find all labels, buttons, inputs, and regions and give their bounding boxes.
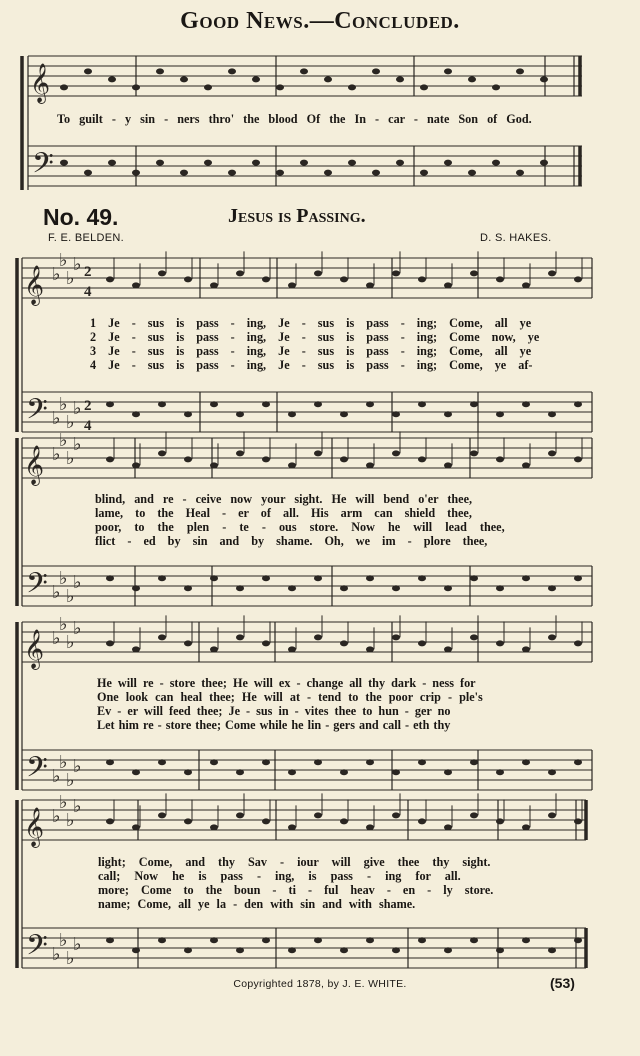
system-3-bass-note xyxy=(392,769,400,775)
system-4-bass-flat: ♭ xyxy=(73,934,82,955)
system-3-bass-note xyxy=(106,759,114,765)
system-2-verse-2: lame, to the Heal - er of all. His arm can shield thee, xyxy=(95,506,472,520)
system-4-bass-note xyxy=(236,947,244,953)
system-2-treble-note xyxy=(366,462,374,468)
system-3-bass-note xyxy=(496,769,504,775)
system-3-bass-note xyxy=(262,759,270,765)
system-3-bass-note xyxy=(548,769,556,775)
system-4-treble-note xyxy=(288,824,296,830)
system-4-bass-note xyxy=(210,937,218,943)
system-1-verse-1: 1 Je - sus is pass - ing, Je - sus is pass - ing; Come, all ye xyxy=(90,316,532,330)
system-1-bass-note xyxy=(444,411,452,417)
system-3-bass-note xyxy=(574,759,582,765)
good-news-bass-note xyxy=(108,160,116,166)
system-1-bass-note xyxy=(418,401,426,407)
system-4-bass-clef: 𝄢 xyxy=(26,929,48,969)
system-2-treble-flat: ♭ xyxy=(73,434,82,455)
good-news-treble-note xyxy=(468,76,476,82)
system-4-bass-note xyxy=(288,947,296,953)
system-1-treble-note xyxy=(522,282,530,288)
system-3-treble-note xyxy=(262,640,270,646)
system-4-treble-note xyxy=(418,818,426,824)
good-news-bass-note xyxy=(204,160,212,166)
system-1-bass-note xyxy=(366,401,374,407)
system-1-bass-note xyxy=(574,401,582,407)
system-3-verse-1: He will re - store thee; He will ex - change all thy dark - ness for xyxy=(97,676,476,690)
good-news-treble-note xyxy=(108,76,116,82)
system-4-treble-note xyxy=(470,812,478,818)
good-news-treble-note xyxy=(540,76,548,82)
system-2-bass-note xyxy=(262,575,270,581)
system-4-treble-flat: ♭ xyxy=(73,796,82,817)
good-news-bass-note xyxy=(492,160,500,166)
system-1-bass-time-bottom: 4 xyxy=(84,418,92,434)
system-4-treble-flat: ♭ xyxy=(66,810,75,831)
system-1-treble-note xyxy=(444,282,452,288)
system-1-treble-clef: 𝄞 xyxy=(24,265,45,305)
system-4-bass-note xyxy=(158,937,166,943)
system-2-bass-note xyxy=(470,575,478,581)
system-3-treble-note xyxy=(210,646,218,652)
system-4-bass-note xyxy=(392,947,400,953)
system-1-treble-note xyxy=(184,276,192,282)
system-3-bass-flat: ♭ xyxy=(52,766,61,787)
svg-text:𝄞: 𝄞 xyxy=(30,63,51,103)
system-4-bass-note xyxy=(366,937,374,943)
system-3-treble-note xyxy=(132,646,140,652)
system-2-treble-note xyxy=(132,462,140,468)
system-4-treble-note xyxy=(236,812,244,818)
system-3-bass-note xyxy=(132,769,140,775)
system-1-bass-note xyxy=(392,411,400,417)
system-4-treble-note xyxy=(106,818,114,824)
system-3-treble-note xyxy=(574,640,582,646)
system-1-treble-note xyxy=(366,282,374,288)
system-1-bass-note xyxy=(314,401,322,407)
system-4-treble-note xyxy=(392,812,400,818)
system-2-verse-4: flict - ed by sin and by shame. Oh, we im - plore thee, xyxy=(95,534,488,548)
system-3-treble-note xyxy=(548,634,556,640)
system-1-verse-4: 4 Je - sus is pass - ing, Je - sus is pass - ing; Come, ye af- xyxy=(90,358,533,372)
system-1-bass-note xyxy=(470,401,478,407)
system-3-bass-note xyxy=(340,769,348,775)
system-2-treble-note xyxy=(210,462,218,468)
system-2-treble-flat: ♭ xyxy=(52,444,61,465)
system-2-bass-note xyxy=(574,575,582,581)
good-news-treble-note xyxy=(276,84,284,90)
system-1-bass-flat: ♭ xyxy=(59,394,68,415)
system-4-treble-flat: ♭ xyxy=(52,806,61,827)
system-3-treble-note xyxy=(418,640,426,646)
system-4-bass-note xyxy=(132,947,140,953)
system-4-treble-note xyxy=(158,812,166,818)
system-2-bass-flat: ♭ xyxy=(73,572,82,593)
system-4-bass-note xyxy=(340,947,348,953)
good-news-lyric-line: To guilt - y sin - ners thro' the blood Of the In - car - nate Son of God. xyxy=(57,112,532,126)
system-2-treble-clef: 𝄞 xyxy=(24,445,45,485)
system-3-treble-note xyxy=(236,634,244,640)
hymn-title: Jesus is Passing. xyxy=(228,205,366,227)
system-3-bass-note xyxy=(366,759,374,765)
good-news-treble-note xyxy=(156,68,164,74)
system-1-treble-note xyxy=(470,270,478,276)
system-3-verse-4: Let him re - store thee; Come while he lin - gers and call - eth thy xyxy=(97,718,451,732)
good-news-bass-note xyxy=(372,170,380,176)
system-2-bass-note xyxy=(132,585,140,591)
system-2-treble-note xyxy=(184,456,192,462)
system-3-bass-flat: ♭ xyxy=(73,756,82,777)
system-3-treble-note xyxy=(314,634,322,640)
system-2-bass-note xyxy=(340,585,348,591)
system-1-treble-note xyxy=(106,276,114,282)
system-4-treble-note xyxy=(522,824,530,830)
system-3-treble-note xyxy=(444,646,452,652)
system-2-bass-flat: ♭ xyxy=(52,582,61,603)
system-4-treble-flat: ♭ xyxy=(59,792,68,813)
svg-text:𝄢: 𝄢 xyxy=(32,147,54,187)
system-3-bass-note xyxy=(210,759,218,765)
system-4-treble-note xyxy=(444,824,452,830)
system-1-treble-note xyxy=(262,276,270,282)
system-2-bass-flat: ♭ xyxy=(66,586,75,607)
good-news-treble-note xyxy=(492,84,500,90)
system-3-treble-note xyxy=(522,646,530,652)
good-news-treble-note xyxy=(252,76,260,82)
system-2-treble-note xyxy=(548,450,556,456)
system-1-bass-flat: ♭ xyxy=(66,412,75,433)
music-credit: D. S. HAKES. xyxy=(480,232,552,244)
system-3-bass-note xyxy=(522,759,530,765)
system-2-bass-note xyxy=(548,585,556,591)
system-1-bass-note xyxy=(106,401,114,407)
good-news-bass-note xyxy=(468,170,476,176)
system-3-treble-note xyxy=(158,634,166,640)
good-news-bass-note xyxy=(420,170,428,176)
good-news-bass-note xyxy=(348,160,356,166)
system-1-treble-note xyxy=(574,276,582,282)
system-1-bass-note xyxy=(262,401,270,407)
system-4-bass-note xyxy=(314,937,322,943)
good-news-treble-note xyxy=(180,76,188,82)
system-1-bass-note xyxy=(236,411,244,417)
system-4-treble-note xyxy=(210,824,218,830)
system-1-bass-note xyxy=(158,401,166,407)
system-1-bass-note xyxy=(496,411,504,417)
system-4-bass-note xyxy=(496,947,504,953)
system-2-bass-note xyxy=(366,575,374,581)
system-4-treble-note xyxy=(132,824,140,830)
system-2-treble-note xyxy=(496,456,504,462)
system-4-bass-note xyxy=(574,937,582,943)
system-4-bass-note xyxy=(444,947,452,953)
good-news-treble-note xyxy=(516,68,524,74)
system-1-treble-flat: ♭ xyxy=(52,264,61,285)
system-1-treble-note xyxy=(288,282,296,288)
system-4-treble-note xyxy=(574,818,582,824)
system-3-treble-note xyxy=(340,640,348,646)
system-2-treble-note xyxy=(158,450,166,456)
system-4-bass-note xyxy=(470,937,478,943)
system-3-treble-flat: ♭ xyxy=(59,614,68,635)
system-4-verse-1: light; Come, and thy Sav - iour will give thee thy sight. xyxy=(98,855,491,869)
continuation-title: Good News.—Concluded. xyxy=(180,8,460,34)
system-1-bass-note xyxy=(184,411,192,417)
system-3-verse-3: Ev - er will feed thee; Je - sus in - vites thee to hun - ger no xyxy=(97,704,451,718)
system-4-bass-note xyxy=(522,937,530,943)
system-4-bass-flat: ♭ xyxy=(52,944,61,965)
system-1-treble-note xyxy=(236,270,244,276)
system-1-bass-note xyxy=(340,411,348,417)
system-3-bass-flat: ♭ xyxy=(66,770,75,791)
system-2-treble-note xyxy=(236,450,244,456)
system-1-treble-note xyxy=(314,270,322,276)
good-news-treble-note xyxy=(444,68,452,74)
system-2-bass-clef: 𝄢 xyxy=(26,567,48,607)
system-4-treble-note xyxy=(184,818,192,824)
system-2-bass-note xyxy=(444,585,452,591)
system-2-treble-note xyxy=(314,450,322,456)
system-4-bass-note xyxy=(418,937,426,943)
system-3-treble-note xyxy=(184,640,192,646)
system-1-treble-time-bottom: 4 xyxy=(84,284,92,300)
good-news-bass-note xyxy=(228,170,236,176)
system-1-treble-flat: ♭ xyxy=(59,250,68,271)
system-4-treble-note xyxy=(496,818,504,824)
good-news-bass-note xyxy=(276,170,284,176)
system-1-treble-note xyxy=(392,270,400,276)
system-3-bass-note xyxy=(314,759,322,765)
system-3-treble-note xyxy=(392,634,400,640)
system-2-bass-note xyxy=(418,575,426,581)
system-2-bass-note xyxy=(522,575,530,581)
system-2-treble-note xyxy=(470,450,478,456)
system-3-bass-note xyxy=(444,769,452,775)
system-1-bass-note xyxy=(288,411,296,417)
footer-copyright: Copyrighted 1878, by J. E. WHITE. xyxy=(233,978,407,990)
system-4-bass-flat: ♭ xyxy=(59,930,68,951)
system-2-treble-note xyxy=(262,456,270,462)
system-2-bass-note xyxy=(158,575,166,581)
system-1-treble-note xyxy=(548,270,556,276)
system-3-treble-note xyxy=(288,646,296,652)
system-4-treble-note xyxy=(340,818,348,824)
system-2-verse-3: poor, to the plen - te - ous store. Now he will lead thee, xyxy=(95,520,505,534)
system-3-treble-note xyxy=(496,640,504,646)
system-1-bass-time-top: 2 xyxy=(84,398,92,414)
system-2-treble-note xyxy=(444,462,452,468)
system-4-bass-note xyxy=(184,947,192,953)
system-1-bass-note xyxy=(132,411,140,417)
good-news-treble-note xyxy=(348,84,356,90)
system-3-bass-note xyxy=(158,759,166,765)
system-2-bass-flat: ♭ xyxy=(59,568,68,589)
system-2-treble-note xyxy=(340,456,348,462)
system-3-treble-note xyxy=(366,646,374,652)
system-3-treble-note xyxy=(106,640,114,646)
system-1-treble-note xyxy=(210,282,218,288)
good-news-bass-note xyxy=(324,170,332,176)
good-news-treble-note xyxy=(228,68,236,74)
words-credit: F. E. BELDEN. xyxy=(48,232,125,244)
system-4-treble-clef: 𝄞 xyxy=(24,807,45,847)
system-2-treble-flat: ♭ xyxy=(59,430,68,451)
system-2-treble-note xyxy=(522,462,530,468)
good-news-bass-note xyxy=(180,170,188,176)
system-4-treble-note xyxy=(366,824,374,830)
system-1-treble-time-top: 2 xyxy=(84,264,92,280)
system-3-bass-note xyxy=(184,769,192,775)
system-2-treble-note xyxy=(392,450,400,456)
system-3-treble-flat: ♭ xyxy=(66,632,75,653)
system-2-bass-note xyxy=(236,585,244,591)
good-news-treble-note xyxy=(300,68,308,74)
system-2-bass-note xyxy=(392,585,400,591)
good-news-treble-note xyxy=(60,84,68,90)
system-2-treble-note xyxy=(574,456,582,462)
system-1-treble-note xyxy=(132,282,140,288)
system-1-treble-note xyxy=(340,276,348,282)
system-3-bass-note xyxy=(418,759,426,765)
system-4-bass-flat: ♭ xyxy=(66,948,75,969)
good-news-treble-note xyxy=(372,68,380,74)
good-news-bass-note xyxy=(84,170,92,176)
system-3-bass-note xyxy=(288,769,296,775)
system-2-treble-note xyxy=(288,462,296,468)
system-1-bass-note xyxy=(522,401,530,407)
system-4-bass-note xyxy=(262,937,270,943)
system-1-treble-flat: ♭ xyxy=(66,268,75,289)
system-2-bass-note xyxy=(314,575,322,581)
system-3-treble-flat: ♭ xyxy=(73,618,82,639)
good-news-bass-note xyxy=(156,160,164,166)
system-1-verse-3: 3 Je - sus is pass - ing, Je - sus is pass - ing; Come, all ye xyxy=(90,344,532,358)
good-news-bass-note xyxy=(252,160,260,166)
system-3-bass-clef: 𝄢 xyxy=(26,751,48,791)
good-news-treble-note xyxy=(396,76,404,82)
system-1-treble-note xyxy=(158,270,166,276)
good-news-treble-note xyxy=(132,84,140,90)
system-2-bass-note xyxy=(184,585,192,591)
good-news-bass-note xyxy=(540,160,548,166)
system-2-treble-note xyxy=(418,456,426,462)
system-2-bass-note xyxy=(210,575,218,581)
system-1-treble-flat: ♭ xyxy=(73,254,82,275)
system-3-treble-flat: ♭ xyxy=(52,628,61,649)
system-3-verse-2: One look can heal thee; He will at - tend to the poor crip - ple's xyxy=(97,690,483,704)
good-news-bass-note xyxy=(132,170,140,176)
system-4-verse-4: name; Come, all ye la - den with sin and with shame. xyxy=(98,897,416,911)
system-4-bass-note xyxy=(106,937,114,943)
good-news-bass-note xyxy=(444,160,452,166)
system-1-bass-clef: 𝄢 xyxy=(26,393,48,433)
good-news-bass-note xyxy=(516,170,524,176)
system-1-bass-note xyxy=(210,401,218,407)
good-news-treble-note xyxy=(324,76,332,82)
system-2-treble-note xyxy=(106,456,114,462)
system-2-verse-1: blind, and re - ceive now your sight. He will bend o'er thee, xyxy=(95,492,473,506)
system-4-treble-note xyxy=(314,812,322,818)
system-1-bass-flat: ♭ xyxy=(52,408,61,429)
system-4-bass-note xyxy=(548,947,556,953)
system-1-treble-note xyxy=(418,276,426,282)
system-3-bass-flat: ♭ xyxy=(59,752,68,773)
system-2-bass-note xyxy=(288,585,296,591)
system-2-treble-flat: ♭ xyxy=(66,448,75,469)
system-3-bass-note xyxy=(236,769,244,775)
system-3-bass-note xyxy=(470,759,478,765)
system-1-bass-note xyxy=(548,411,556,417)
system-1-treble-note xyxy=(496,276,504,282)
system-2-bass-note xyxy=(496,585,504,591)
good-news-bass-note xyxy=(60,160,68,166)
good-news-treble-note xyxy=(204,84,212,90)
system-4-treble-note xyxy=(548,812,556,818)
good-news-treble-note xyxy=(84,68,92,74)
system-4-treble-note xyxy=(262,818,270,824)
system-1-bass-flat: ♭ xyxy=(73,398,82,419)
system-4-verse-3: more; Come to the boun - ti - ful heav - en - ly store. xyxy=(98,883,494,897)
system-2-bass-note xyxy=(106,575,114,581)
system-1-verse-2: 2 Je - sus is pass - ing, Je - sus is pass - ing; Come now, ye xyxy=(90,330,540,344)
page-number: (53) xyxy=(550,975,575,991)
good-news-bass-note xyxy=(300,160,308,166)
good-news-treble-note xyxy=(420,84,428,90)
system-3-treble-clef: 𝄞 xyxy=(24,629,45,669)
good-news-bass-note xyxy=(396,160,404,166)
system-3-treble-note xyxy=(470,634,478,640)
hymn-number: No. 49. xyxy=(43,204,119,230)
system-4-verse-2: call; Now he is pass - ing, is pass - ing for all. xyxy=(98,869,461,883)
